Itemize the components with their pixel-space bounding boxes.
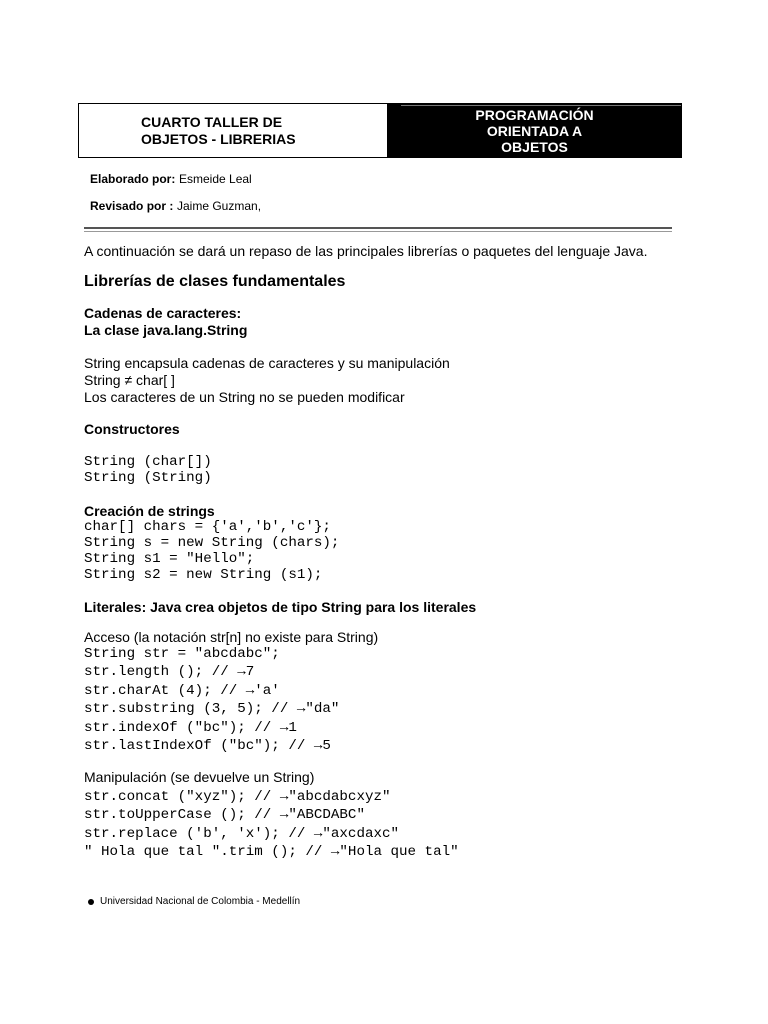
constructors-heading: Constructores (84, 421, 180, 437)
code-line: str.replace ('b', 'x'); // →"axcdaxc" (84, 826, 400, 842)
section-title: Librerías de clases fundamentales (84, 273, 346, 290)
manipulation-heading: Manipulación (se devuelve un String) (84, 769, 315, 785)
course-title-line3: OBJETOS (501, 139, 568, 155)
reviewer-label: Revisado por : (90, 199, 174, 213)
code-line: str.length (); // →7 (84, 664, 255, 680)
code-line: String (char[]) (84, 454, 212, 470)
course-title-line2: ORIENTADA A (486, 123, 583, 139)
reviewer-name: Jaime Guzman, (177, 199, 262, 213)
header-divider-thin (84, 231, 672, 232)
author-label: Elaborado por: (90, 172, 176, 186)
workshop-title-line2: OBJETOS - LIBRERIAS (141, 131, 296, 147)
code-line: str.toUpperCase (); // →"ABCDABC" (84, 807, 365, 823)
footer-text: Universidad Nacional de Colombia - Medellín (100, 896, 301, 907)
workshop-title-line1: CUARTO TALLER DE (141, 114, 283, 130)
code-line: String s1 = "Hello"; (84, 551, 255, 567)
author-name: Esmeide Leal (179, 172, 252, 186)
code-line: " Hola que tal ".trim (); // →"Hola que tal" (84, 844, 459, 860)
description-line: String ≠ char[ ] (84, 372, 175, 388)
creation-heading: Creación de strings (84, 503, 215, 519)
code-line: str.indexOf ("bc"); // →1 (84, 720, 297, 736)
code-line: str.concat ("xyz"); // →"abcdabcxyz" (84, 789, 391, 805)
code-line: String s = new String (chars); (84, 535, 340, 551)
code-line: str.substring (3, 5); // →"da" (84, 701, 340, 717)
access-heading: Acceso (la notación str[n] no existe para String) (84, 629, 379, 645)
header-title-cell (79, 104, 388, 157)
description-line: String encapsula cadenas de caracteres y su manipulación (84, 355, 450, 371)
code-line: String str = "abcdabc"; (84, 646, 280, 662)
code-line: String (String) (84, 470, 212, 486)
course-title-cell (388, 104, 681, 157)
code-line: str.charAt (4); // →'a' (84, 683, 280, 699)
header-box (78, 103, 682, 158)
course-cell-rule (401, 105, 681, 106)
bullet-icon (88, 899, 94, 905)
header-divider (84, 227, 672, 229)
strings-heading-line2: La clase java.lang.String (84, 322, 248, 338)
strings-heading-line1: Cadenas de caracteres: (84, 305, 242, 321)
code-line: String s2 = new String (s1); (84, 567, 323, 583)
description-line: Los caracteres de un String no se pueden modificar (84, 389, 405, 405)
course-title-line1: PROGRAMACIÓN (475, 107, 594, 123)
code-line: char[] chars = {'a','b','c'}; (84, 519, 331, 535)
literals-heading: Literales: Java crea objetos de tipo String para los literales (84, 599, 477, 615)
code-line: str.lastIndexOf ("bc"); // →5 (84, 738, 331, 754)
intro-text: A continuación se dará un repaso de las principales librerías o paquetes del lenguaje Java. (84, 243, 648, 259)
